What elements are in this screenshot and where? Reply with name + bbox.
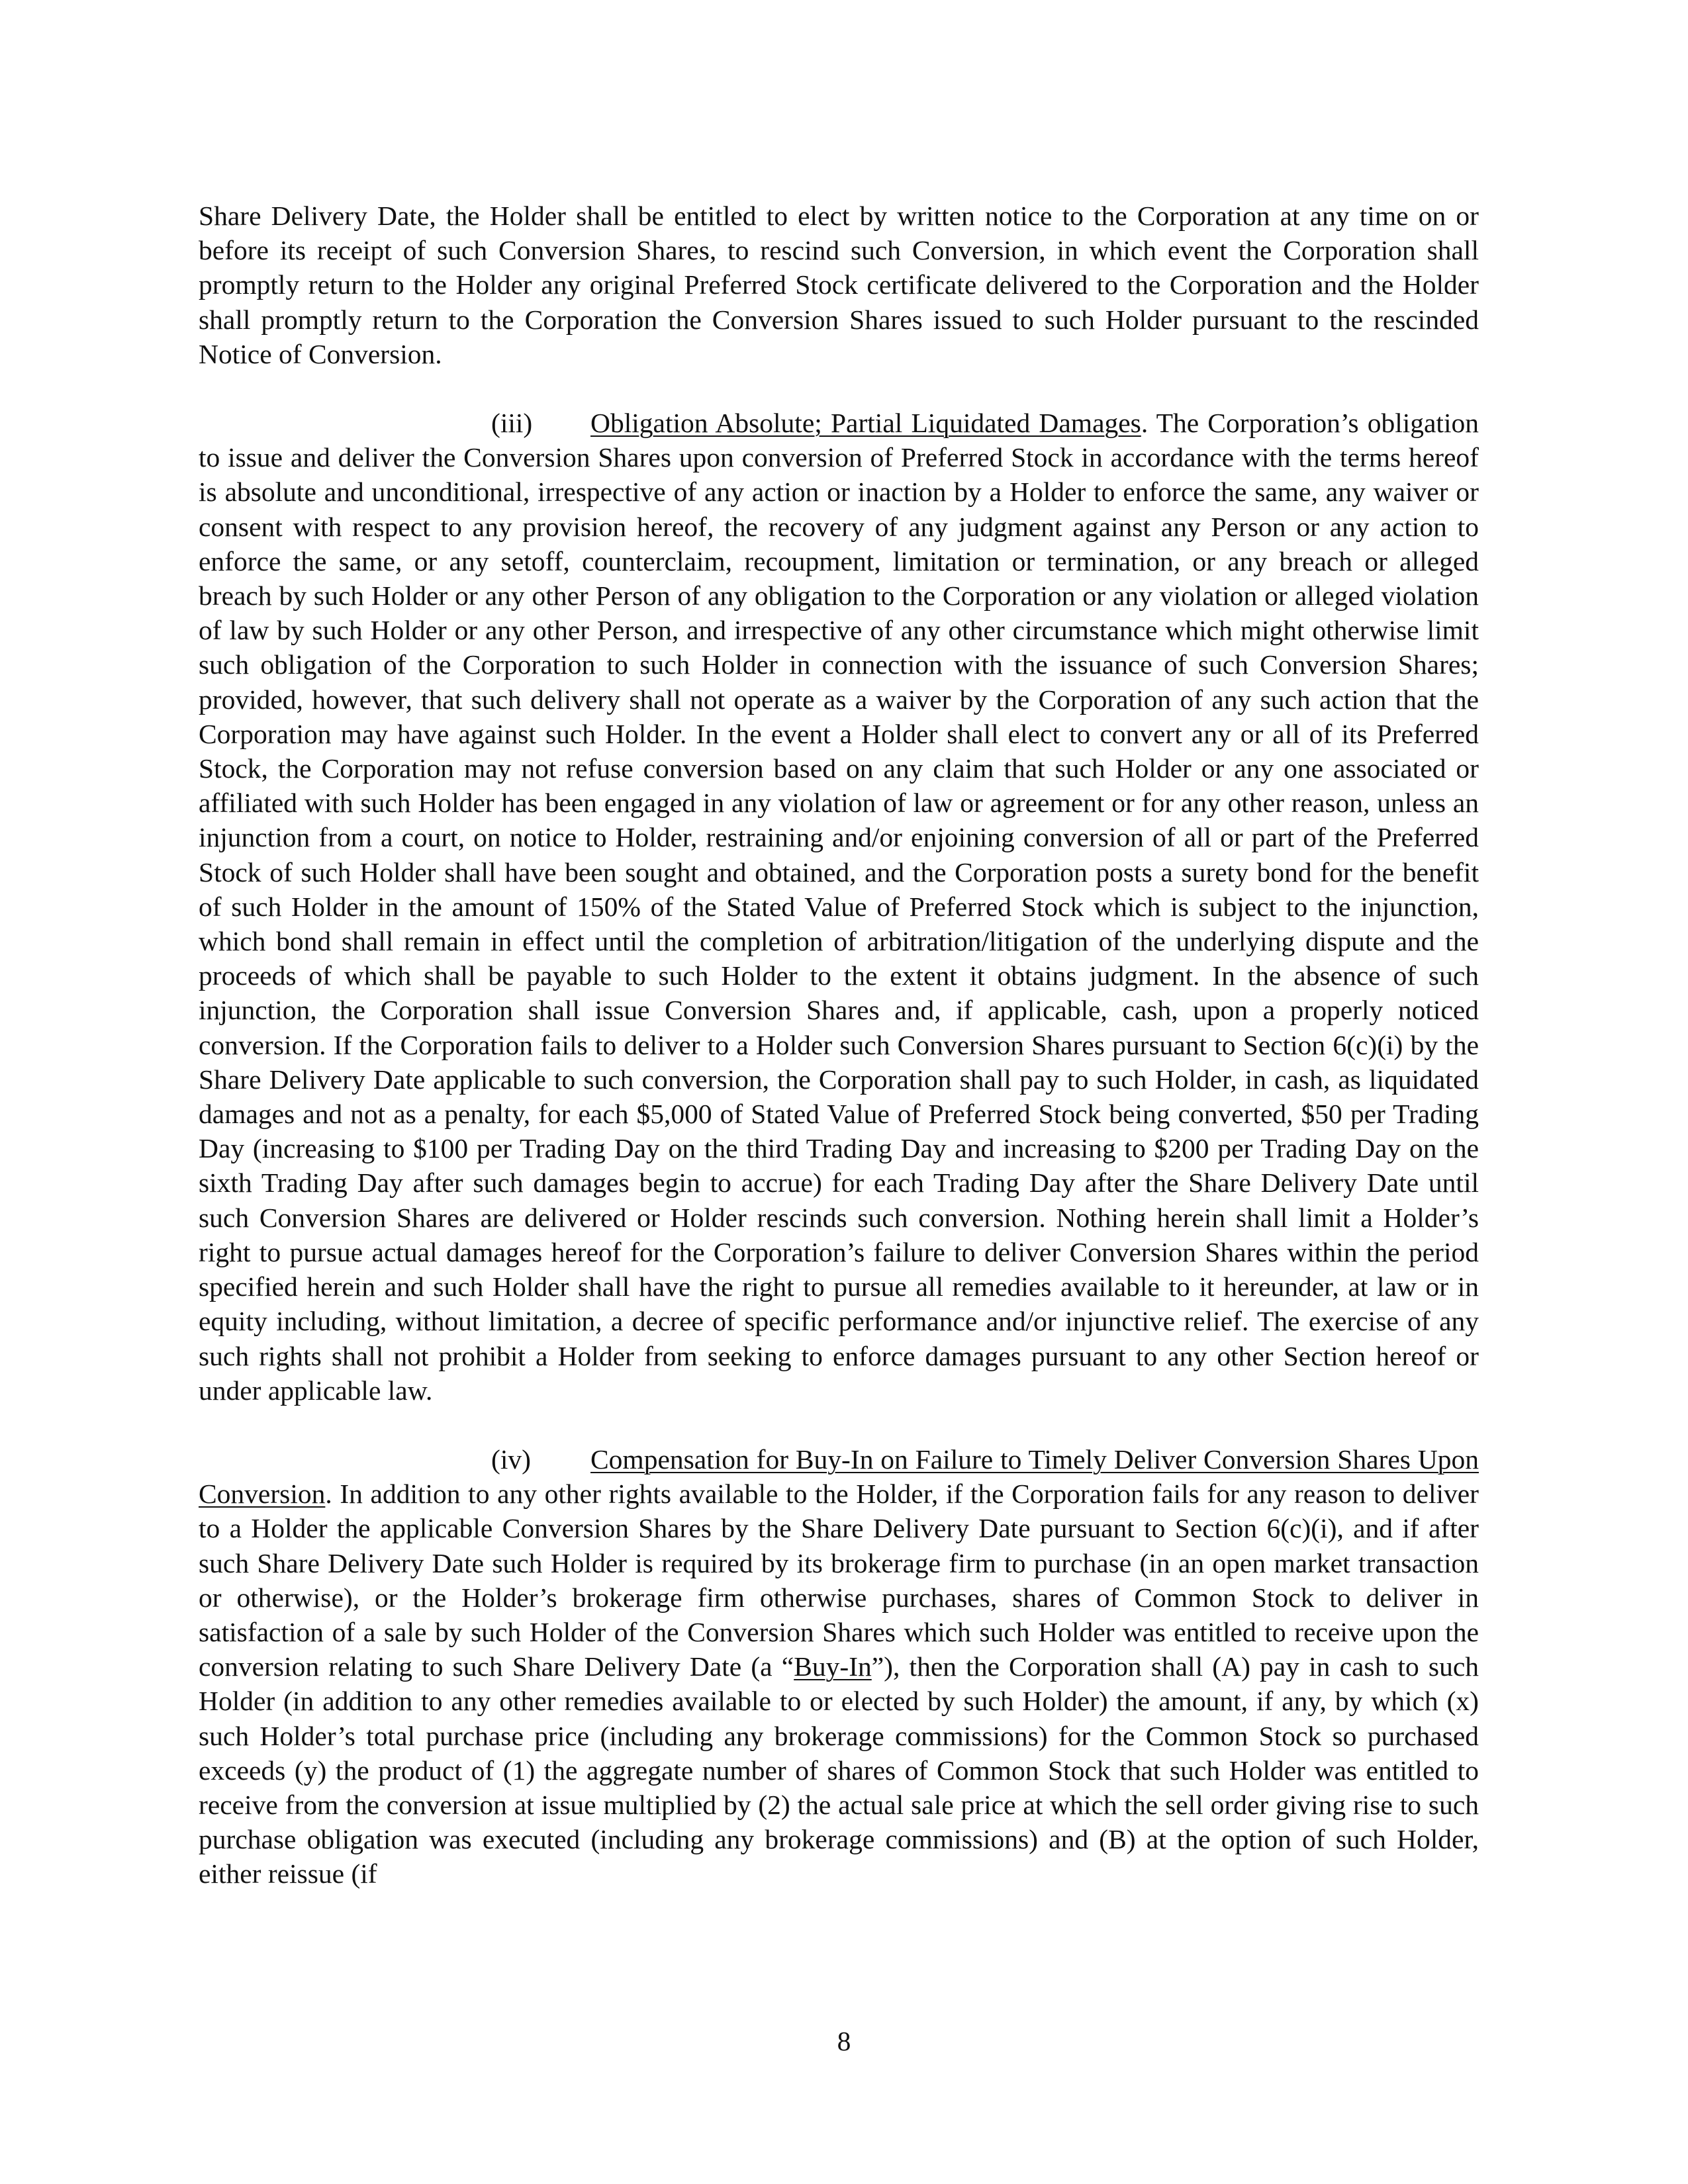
section-body-compensation-part-1: In addition to any other rights available to the Holder, if the Corporation fails for any reason to deliver to a Holder the applicable Conversion Shares by the Share Delivery Date pursuant to Section 6(c)(i), and if after such Share Delivery Date such Holder is required by its brokerage firm to purchase (in an open market transaction or otherwise), or the Holder’s brokerage firm otherwise purchases, shares of Common Stock to deliver in satisfaction of a sale by such Holder of the Conversion Shares which such Holder was entitled to receive upon the conversion relating to such Share Delivery Date (a “ [199,1479,1479,1682]
section-body-obligation-absolute: The Corporation’s obligation to issue and deliver the Conversion Shares upon conversion of Preferred Stock in accordance with the terms hereof is absolute and unconditional, irrespective of any action or inaction by a Holder to enforce the same, any waiver or consent with respect to any provision hereof, the recovery of any judgment against any Person or any action to enforce the same, or any setoff, counterclaim, recoupment, limitation or termination, or any breach or alleged breach by such Holder or any other Person of any obligation to the Corporation or any violation or alleged violation of law by such Holder or any other Person, and irrespective of any other circumstance which might otherwise limit such obligation of the Corporation to such Holder in connection with the issuance of such Conversion Shares; provided, however, that such delivery shall not operate as a waiver by the Corporation of any such action that the Corporation may have against such Holder. In the event a Holder shall elect to convert any or all of its Preferred Stock, the Corporation may not refuse conversion based on any claim that such Holder or any one associated or affiliated with such Holder has been engaged in any violation of law or agreement or for any other reason, unless an injunction from a court, on notice to Holder, restraining and/or enjoining conversion of all or part of the Preferred Stock of such Holder shall have been sought and obtained, and the Corporation posts a surety bond for the benefit of such Holder in the amount of 150% of the Stated Value of Preferred Stock which is subject to the injunction, which bond shall remain in effect until the completion of arbitration/litigation of the underlying dispute and the proceeds of which shall be payable to such Holder to the extent it obtains judgment. In the absence of such injunction, the Corporation shall issue Conversion Shares and, if applicable, cash, upon a properly noticed conversion. If the Corporation fails to deliver to a Holder such Conversion Shares pursuant to Section 6(c)(i) by the Share Delivery Date applicable to such conversion, the Corporation shall pay to such Holder, in cash, as liquidated damages and not as a penalty, for each $5,000 of Stated Value of Preferred Stock being converted, $50 per Trading Day (increasing to $100 per Trading Day on the third Trading Day and increasing to $200 per Trading Day on the sixth Trading Day after such damages begin to accrue) for each Trading Day after the Share Delivery Date until such Conversion Shares are delivered or Holder rescinds such conversion. Nothing herein shall limit a Holder’s right to pursue actual damages hereof for the Corporation’s failure to deliver Conversion Shares within the period specified herein and such Holder shall have the right to pursue all remedies available to it hereunder, at law or in equity including, without limitation, a decree of specific performance and/or injunctive relief. The exercise of any such rights shall not prohibit a Holder from seeking to enforce damages pursuant to any other Section hereof or under applicable law. [199,408,1479,1406]
defined-term-buy-in: Buy-In [794,1651,872,1682]
section-heading-period: . [1141,408,1149,439]
document-page [199,199,1479,1891]
paragraph-rescind-conversion: Share Delivery Date, the Holder shall be entitled to elect by written notice to the Corporation at any time on or before its receipt of such Conversion Shares, to rescind such Conversion, in which event the Corporation shall promptly return to the Holder any original Preferred Stock certificate delivered to the Corporation and the Holder shall promptly return to the Corporation the Conversion Shares issued to such Holder pursuant to the rescinded Notice of Conversion. [199,201,1479,369]
section-heading-obligation-absolute: Obligation Absolute; Partial Liquidated Damages [590,408,1141,439]
paragraph-obligation-absolute [199,406,1479,1408]
section-number-iii: (iii) [491,408,533,439]
paragraph-compensation-buy-in [199,1442,1479,1891]
section-number-iv: (iv) [491,1443,531,1475]
section-body-compensation-part-2: ”), then the Corporation shall (A) pay in cash to such Holder (in addition to any other remedies available to or elected by such Holder) the amount, if any, by which (x) such Holder’s total purchase price (including any brokerage commissions) for the Common Stock so purchased exceeds (y) the product of (1) the aggregate number of shares of Common Stock that such Holder was entitled to receive from the conversion at issue multiplied by (2) the actual sale price at which the sell order giving rise to such purchase obligation was executed (including any brokerage commissions) and (B) at the option of such Holder, either reissue (if [199,1651,1479,1889]
section-heading-period: . [325,1479,332,1510]
page-number: 8 [837,2026,851,2056]
section-heading-compensation-buy-in: Compensation for Buy-In on Failure to Timely Deliver Conversion Shares Upon Conversion [199,1443,1479,1510]
